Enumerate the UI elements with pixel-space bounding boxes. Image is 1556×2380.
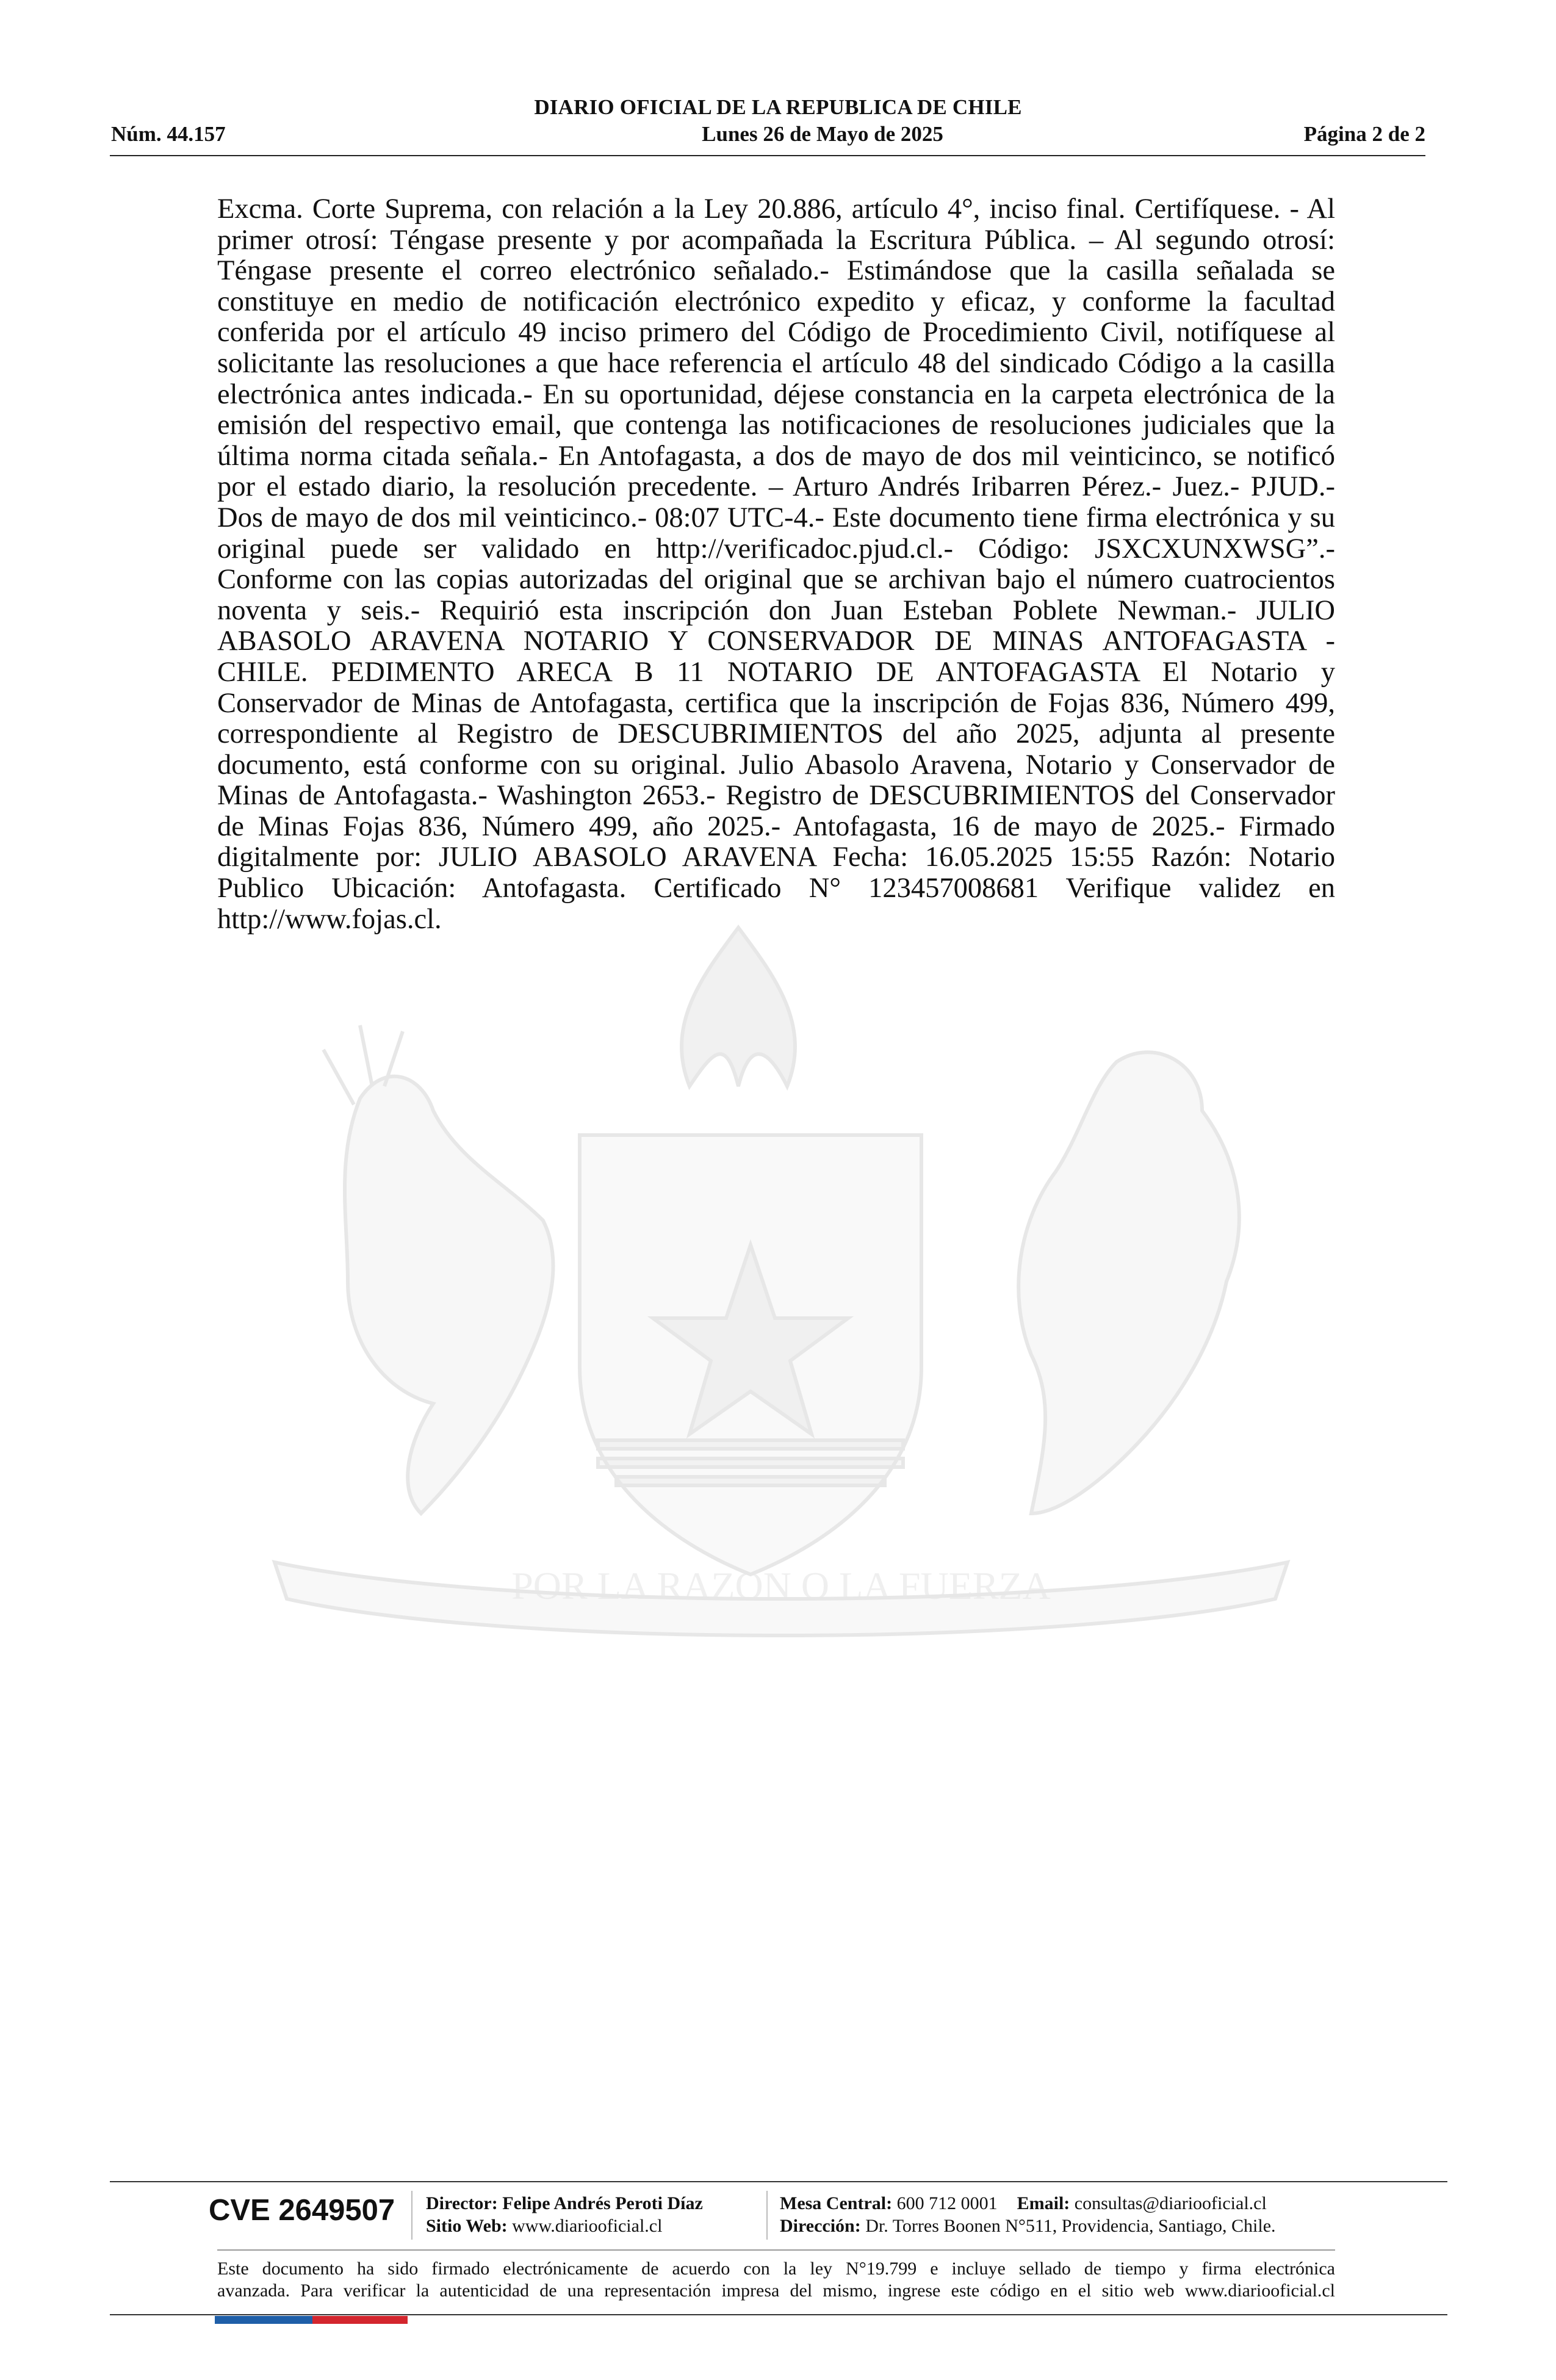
- body-text-line: primer otrosí: Téngase presente y por acompañada la Escritura Pública. – Al segundo otrosí:: [217, 224, 1335, 256]
- body-text-line: por el estado diario, la resolución precedente. – Arturo Andrés Iribarren Pérez.- Juez.- PJUD.-: [217, 471, 1335, 503]
- body-text-line: CHILE. PEDIMENTO ARECA B 11 NOTARIO DE ANTOFAGASTA El Notario y: [217, 656, 1335, 688]
- body-text-line: emisión del respectivo email, que contenga las notificaciones de resoluciones judiciales que la: [217, 409, 1335, 441]
- footer-divider-bottom: [110, 2314, 1447, 2315]
- cve-code: CVE 2649507: [209, 2194, 395, 2227]
- coat-of-arms-watermark-icon: [201, 903, 1361, 1684]
- body-text-line: conferida por el artículo 49 inciso primero del Código de Procedimiento Civil, notifíquese al: [217, 317, 1335, 348]
- body-text-line: Dos de mayo de dos mil veinticinco.- 08:07 UTC-4.- Este documento tiene firma electrónica y su: [217, 502, 1335, 533]
- body-text-line: documento, está conforme con su original. Julio Abasolo Aravena, Notario y Conservador de: [217, 749, 1335, 781]
- director-name: Felipe Andrés Peroti Díaz: [502, 2193, 703, 2213]
- body-text-line: Conservador de Minas de Antofagasta, certifica que la inscripción de Fojas 836, Número 499,: [217, 687, 1335, 719]
- address-text: Dr. Torres Boonen N°511, Providencia, Santiago, Chile.: [865, 2216, 1276, 2236]
- footer-legal-note: [217, 2258, 1335, 2302]
- body-text-line: Minas de Antofagasta.- Washington 2653.- Registro de DESCUBRIMIENTOS del Conservador: [217, 780, 1335, 812]
- footer-divider-top: [110, 2181, 1447, 2182]
- body-text-line: electrónica antes indicada.- En su oportunidad, déjese constancia en la carpeta electrónica de la: [217, 378, 1335, 410]
- document-body: [217, 194, 1335, 935]
- footer-note-line: avanzada. Para verificar la autenticidad de una representación impresa del mismo, ingrese este código en el sitio web www.diariooficial.cl: [217, 2281, 1335, 2301]
- flag-color-bar: [215, 2316, 408, 2324]
- watermark-motto: POR LA RAZON O LA FUERZA: [511, 1564, 1051, 1607]
- body-text-line: Excma. Corte Suprema, con relación a la Ley 20.886, artículo 4°, inciso final. Certifíquese. - Al: [217, 193, 1335, 225]
- body-text-line: correspondiente al Registro de DESCUBRIMIENTOS del año 2025, adjunta al presente: [217, 718, 1335, 750]
- footer-director-block: [426, 2192, 703, 2237]
- footer-separator: [766, 2191, 768, 2240]
- body-text-line: Téngase presente el correo electrónico señalado.- Estimándose que la casilla señalada se: [217, 255, 1335, 287]
- body-text-line: constituye en medio de notificación electrónico expedito y eficaz, y conforme la facultad: [217, 286, 1335, 317]
- phone-number: 600 712 0001: [896, 2193, 998, 2213]
- footer-separator: [411, 2191, 412, 2240]
- body-text-line: Conforme con las copias autorizadas del original que se archivan bajo el número cuatrocientos: [217, 564, 1335, 596]
- website-link[interactable]: www.diariooficial.cl: [512, 2216, 663, 2236]
- flag-bar-blue: [215, 2316, 312, 2324]
- body-text-line: http://www.fojas.cl.: [217, 903, 442, 935]
- body-text-line: noventa y seis.- Requirió esta inscripción don Juan Esteban Poblete Newman.- JULIO: [217, 594, 1335, 626]
- footer-divider-mid: [217, 2249, 1335, 2251]
- page-indicator: Página 2 de 2: [1303, 122, 1425, 146]
- footer-note-line: Este documento ha sido firmado electrónicamente de acuerdo con la ley N°19.799 e incluye sellado de tiempo y firma electrónica: [217, 2259, 1335, 2279]
- director-label: Director:: [426, 2193, 498, 2213]
- issue-date: Lunes 26 de Mayo de 2025: [702, 122, 943, 146]
- body-text-line: Publico Ubicación: Antofagasta. Certificado N° 123457008681 Verifique validez en: [217, 873, 1335, 904]
- body-text-line: última norma citada señala.- En Antofagasta, a dos de mayo de dos mil veinticinco, se notificó: [217, 440, 1335, 472]
- body-text-line: digitalmente por: JULIO ABASOLO ARAVENA Fecha: 16.05.2025 15:55 Razón: Notario: [217, 842, 1335, 873]
- email-label: Email:: [1017, 2193, 1070, 2213]
- body-text-line: solicitante las resoluciones a que hace referencia el artículo 48 del sindicado Código a la casilla: [217, 347, 1335, 379]
- website-label: Sitio Web:: [426, 2216, 508, 2236]
- footer-contact-block: [780, 2192, 1276, 2237]
- header-divider: [110, 155, 1425, 156]
- issue-number: Núm. 44.157: [111, 122, 226, 146]
- header-row: [111, 122, 1425, 149]
- body-text-line: de Minas Fojas 836, Número 499, año 2025.- Antofagasta, 16 de mayo de 2025.- Firmado: [217, 810, 1335, 842]
- phone-label: Mesa Central:: [780, 2193, 893, 2213]
- header-title: DIARIO OFICIAL DE LA REPUBLICA DE CHILE: [534, 95, 1022, 119]
- flag-bar-red: [312, 2316, 408, 2324]
- body-text-line: ABASOLO ARAVENA NOTARIO Y CONSERVADOR DE MINAS ANTOFAGASTA -: [217, 626, 1335, 657]
- email-link[interactable]: consultas@diariooficial.cl: [1074, 2193, 1267, 2213]
- body-text-line: original puede ser validado en http://verificadoc.pjud.cl.- Código: JSXCXUNXWSG”.-: [217, 533, 1335, 564]
- address-label: Dirección:: [780, 2216, 861, 2236]
